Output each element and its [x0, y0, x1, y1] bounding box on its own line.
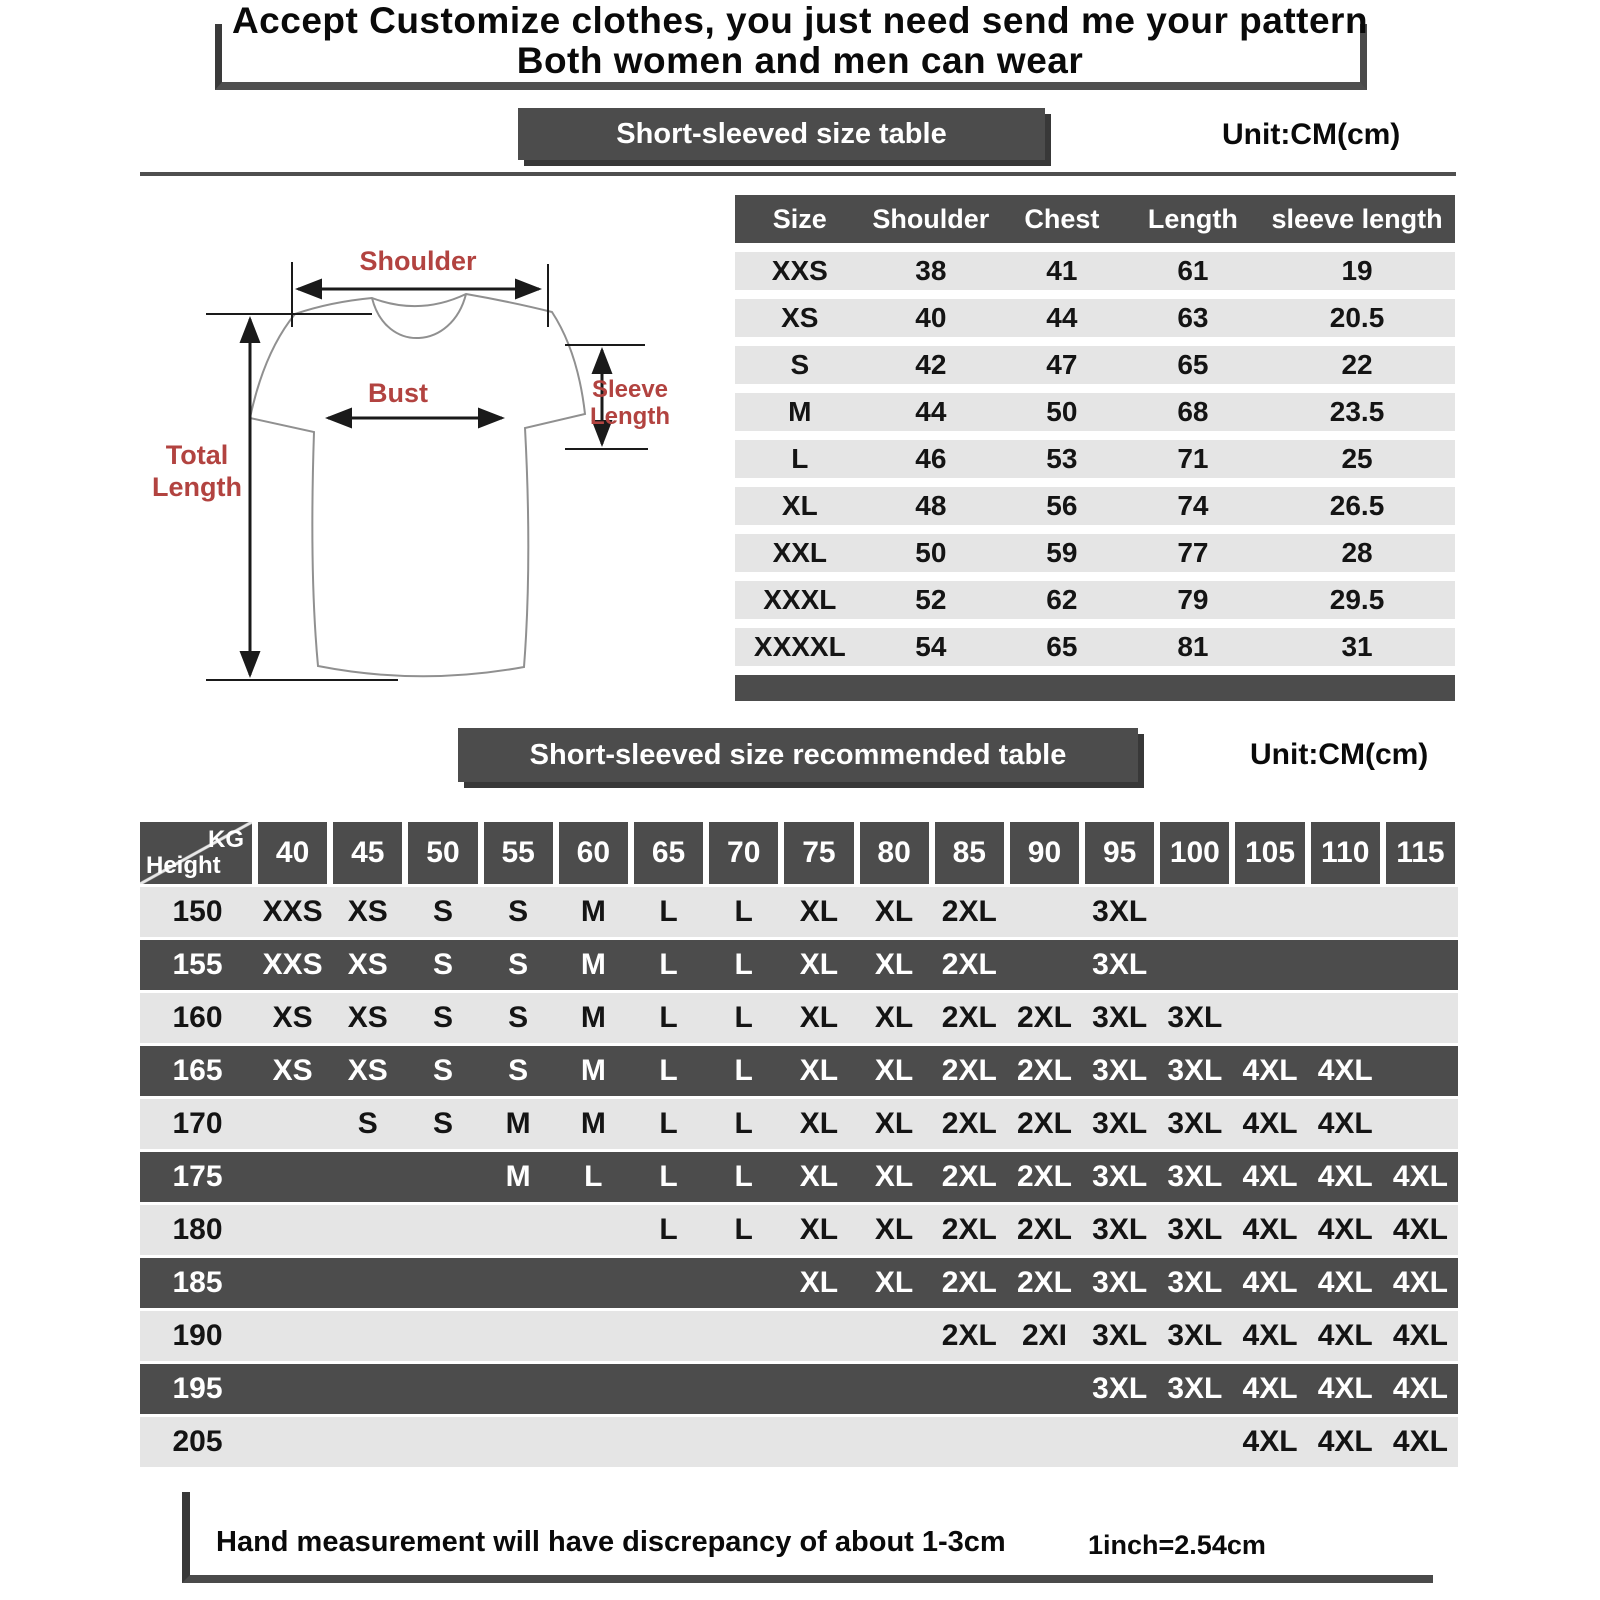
- size-table-cell: 44: [1046, 302, 1078, 333]
- recommended-table-banner: Short-sleeved size recommended table: [458, 728, 1138, 782]
- recommended-size-cell: XL: [874, 948, 914, 981]
- weight-header-cell: 75: [784, 822, 853, 884]
- recommended-size-cell: 2XL: [941, 1160, 997, 1193]
- total-length-label-line1: Total: [165, 440, 229, 470]
- recommended-table-row: [140, 940, 1458, 990]
- recommended-size-cell: XS: [347, 1001, 388, 1034]
- size-table-cell: 81: [1177, 631, 1209, 662]
- recommended-size-cell: 3XL: [1167, 1054, 1223, 1087]
- recommended-size-cell: S: [508, 895, 529, 928]
- header-line1: Accept Customize clothes, you just need send me your pattern: [231, 0, 1369, 41]
- recommended-size-cell: L: [734, 1107, 753, 1140]
- recommended-size-cell: 4XL: [1317, 1213, 1373, 1246]
- recommended-size-cell: 2XL: [1016, 1213, 1072, 1246]
- recommended-size-cell: S: [357, 1107, 378, 1140]
- sleeve-length-label-line1: Sleeve: [591, 376, 669, 403]
- size-table-cell: 47: [1046, 349, 1078, 380]
- recommended-size-cell: 4XL: [1317, 1107, 1373, 1140]
- weight-header-cell: 65: [634, 822, 703, 884]
- corner-kg-label: KG: [208, 826, 244, 853]
- section-divider: [140, 172, 1456, 176]
- weight-header-cell: 45: [333, 822, 402, 884]
- recommended-size-cell: 4XL: [1317, 1054, 1373, 1087]
- size-table-cell: 46: [915, 443, 947, 474]
- recommended-size-cell: S: [508, 948, 529, 981]
- size-table-cell: 56: [1046, 490, 1078, 521]
- recommended-size-cell: L: [734, 1213, 753, 1246]
- recommended-table-row: [140, 1258, 1458, 1308]
- recommended-size-cell: L: [584, 1160, 603, 1193]
- recommended-size-cell: 2XL: [1016, 1266, 1072, 1299]
- size-table-cell: 65: [1177, 349, 1209, 380]
- recommended-size-cell: XL: [799, 1054, 839, 1087]
- weight-header-cell: 40: [258, 822, 327, 884]
- recommended-size-cell: 2XL: [941, 1213, 997, 1246]
- size-table-header-cell: Chest: [1024, 203, 1100, 234]
- recommended-size-cell: XL: [874, 1213, 914, 1246]
- recommended-size-cell: S: [432, 948, 453, 981]
- size-table-banner: Short-sleeved size table: [518, 108, 1045, 160]
- recommended-size-cell: 2XL: [1016, 1160, 1072, 1193]
- size-table-row: [735, 628, 1455, 666]
- height-label-cell: 180: [172, 1213, 223, 1246]
- size-table-cell: 44: [915, 396, 947, 427]
- recommended-size-cell: L: [659, 1213, 678, 1246]
- recommended-table-row: [140, 1046, 1458, 1096]
- size-table-row: [735, 252, 1455, 290]
- weight-header-cell: 60: [559, 822, 628, 884]
- recommended-size-cell: XL: [799, 948, 839, 981]
- size-table-cell: 63: [1177, 302, 1209, 333]
- recommended-table-body: [140, 887, 1458, 1467]
- recommended-size-cell: M: [505, 1107, 531, 1140]
- size-table-cell: 59: [1046, 537, 1078, 568]
- size-table-cell: XXS: [771, 255, 828, 286]
- recommended-size-cell: L: [734, 1001, 753, 1034]
- recommended-table-row: [140, 1099, 1458, 1149]
- weight-header-cell: 105: [1235, 822, 1304, 884]
- recommended-size-cell: 3XL: [1092, 1372, 1148, 1405]
- height-label-cell: 175: [172, 1160, 223, 1193]
- recommended-size-cell: 3XL: [1092, 948, 1148, 981]
- recommended-size-cell: L: [734, 1160, 753, 1193]
- size-table-cell: 53: [1046, 443, 1078, 474]
- recommended-size-cell: 4XL: [1392, 1372, 1448, 1405]
- size-table-cell: 52: [915, 584, 947, 615]
- recommended-size-cell: 4XL: [1242, 1372, 1298, 1405]
- recommended-size-cell: XL: [799, 1001, 839, 1034]
- recommended-size-cell: XS: [347, 948, 388, 981]
- recommended-table-row: [140, 1205, 1458, 1255]
- recommended-size-cell: 4XL: [1392, 1160, 1448, 1193]
- recommended-size-cell: 2XL: [941, 1001, 997, 1034]
- size-table-cell: XXXXL: [753, 631, 846, 662]
- height-label-cell: 190: [172, 1319, 223, 1352]
- recommended-table: [140, 822, 1458, 1467]
- recommended-size-cell: L: [659, 1001, 678, 1034]
- recommended-size-cell: 2XL: [941, 895, 997, 928]
- height-label-cell: 155: [172, 948, 223, 981]
- recommended-size-cell: 2XL: [941, 1107, 997, 1140]
- total-length-label-line2: Length: [152, 472, 242, 502]
- recommended-size-cell: 3XL: [1167, 1001, 1223, 1034]
- recommended-size-cell: M: [580, 1107, 606, 1140]
- size-table-bottom-bar: [735, 675, 1455, 701]
- size-table-row: [735, 393, 1455, 431]
- size-table-cell: XXXL: [763, 584, 837, 615]
- recommended-size-cell: 3XL: [1167, 1160, 1223, 1193]
- weight-header-cell: 115: [1386, 822, 1455, 884]
- recommended-size-cell: 2XL: [941, 1054, 997, 1087]
- recommended-size-cell: 2XL: [1016, 1001, 1072, 1034]
- size-table-cell: M: [788, 396, 812, 427]
- size-table-header-cell: Shoulder: [872, 203, 990, 234]
- size-table-cell: 41: [1046, 255, 1078, 286]
- height-label-cell: 150: [172, 895, 223, 928]
- recommended-size-cell: M: [580, 895, 606, 928]
- size-table-header-cell: Length: [1147, 203, 1238, 234]
- corner-cell: [140, 822, 252, 884]
- height-label-cell: 170: [172, 1107, 223, 1140]
- weight-header-cell: 95: [1085, 822, 1154, 884]
- size-table-row: [735, 487, 1455, 525]
- recommended-size-cell: XS: [272, 1054, 313, 1087]
- recommended-table-row: [140, 887, 1458, 937]
- size-table-head: [735, 195, 1455, 243]
- recommended-size-cell: 4XL: [1392, 1319, 1448, 1352]
- recommended-size-cell: XL: [874, 1107, 914, 1140]
- size-table-cell: 68: [1177, 396, 1209, 427]
- size-table: [735, 195, 1455, 701]
- recommended-size-cell: 3XL: [1092, 1160, 1148, 1193]
- recommended-size-cell: 4XL: [1317, 1266, 1373, 1299]
- recommended-size-cell: L: [734, 1054, 753, 1087]
- size-table-header-cell: sleeve length: [1271, 203, 1443, 234]
- recommended-size-cell: XL: [874, 1266, 914, 1299]
- size-table-cell: 23.5: [1329, 396, 1385, 427]
- size-table-row: [735, 346, 1455, 384]
- size-table-cell: 22: [1341, 349, 1373, 380]
- size-table-cell: 28: [1341, 537, 1373, 568]
- recommended-size-cell: 3XL: [1092, 1266, 1148, 1299]
- recommended-size-cell: S: [508, 1054, 529, 1087]
- weight-header-cell: 80: [860, 822, 929, 884]
- recommended-size-cell: 4XL: [1317, 1319, 1373, 1352]
- size-table-body: [735, 252, 1455, 666]
- recommended-size-cell: S: [432, 1107, 453, 1140]
- recommended-size-cell: 3XL: [1167, 1372, 1223, 1405]
- height-label-cell: 205: [172, 1425, 223, 1458]
- recommended-size-cell: 3XL: [1092, 1001, 1148, 1034]
- recommended-size-cell: 4XL: [1242, 1266, 1298, 1299]
- recommended-table-unit: Unit:CM(cm): [1250, 738, 1429, 771]
- recommended-size-cell: 3XL: [1092, 1107, 1148, 1140]
- recommended-size-cell: 4XL: [1317, 1425, 1373, 1458]
- size-table-row: [735, 581, 1455, 619]
- recommended-size-cell: XL: [874, 1001, 914, 1034]
- size-table-cell: L: [791, 443, 809, 474]
- recommended-size-cell: M: [505, 1160, 531, 1193]
- size-table-cell: XL: [781, 490, 818, 521]
- size-table-unit: Unit:CM(cm): [1222, 118, 1401, 151]
- recommended-size-cell: XXS: [262, 948, 323, 981]
- recommended-size-cell: XS: [272, 1001, 313, 1034]
- size-table-cell: 71: [1177, 443, 1209, 474]
- recommended-size-cell: XL: [874, 895, 914, 928]
- recommended-size-cell: 3XL: [1167, 1266, 1223, 1299]
- recommended-size-cell: XS: [347, 895, 388, 928]
- weight-header-cell: 70: [709, 822, 778, 884]
- recommended-size-cell: L: [659, 948, 678, 981]
- weight-header-cell: 110: [1311, 822, 1380, 884]
- recommended-size-cell: 3XL: [1092, 1213, 1148, 1246]
- recommended-table-row: [140, 993, 1458, 1043]
- recommended-size-cell: 3XL: [1167, 1107, 1223, 1140]
- tshirt-measurement-diagram: [140, 222, 700, 702]
- corner-height-label: Height: [146, 852, 221, 879]
- size-table-row: [735, 534, 1455, 572]
- recommended-size-cell: 4XL: [1392, 1213, 1448, 1246]
- recommended-size-cell: M: [580, 1001, 606, 1034]
- recommended-size-cell: 4XL: [1242, 1425, 1298, 1458]
- shoulder-label: Shoulder: [359, 246, 477, 276]
- size-table-cell: 25: [1341, 443, 1373, 474]
- recommended-size-cell: L: [659, 1107, 678, 1140]
- recommended-size-cell: 4XL: [1242, 1213, 1298, 1246]
- size-table-cell: 29.5: [1329, 584, 1385, 615]
- recommended-size-cell: 3XL: [1167, 1319, 1223, 1352]
- weight-header-cell: 90: [1010, 822, 1079, 884]
- bust-label: Bust: [368, 378, 428, 408]
- recommended-size-cell: S: [432, 1001, 453, 1034]
- size-table-cell: S: [790, 349, 810, 380]
- size-table-cell: 38: [915, 255, 947, 286]
- size-table-cell: 31: [1341, 631, 1373, 662]
- recommended-size-cell: 3XL: [1092, 895, 1148, 928]
- recommended-size-cell: L: [659, 1160, 678, 1193]
- recommended-size-cell: L: [659, 1054, 678, 1087]
- recommended-size-cell: XL: [799, 1160, 839, 1193]
- size-table-cell: 65: [1046, 631, 1078, 662]
- recommended-size-cell: 3XL: [1167, 1213, 1223, 1246]
- recommended-size-cell: M: [580, 1054, 606, 1087]
- recommended-size-cell: 4XL: [1392, 1266, 1448, 1299]
- size-table-cell: XS: [781, 302, 819, 333]
- size-table-cell: 42: [915, 349, 947, 380]
- recommended-size-cell: XL: [799, 1213, 839, 1246]
- recommended-size-cell: 4XL: [1317, 1160, 1373, 1193]
- recommended-size-cell: M: [580, 948, 606, 981]
- recommended-table-row: [140, 1152, 1458, 1202]
- recommended-size-cell: 4XL: [1242, 1160, 1298, 1193]
- weight-header-cell: 100: [1160, 822, 1229, 884]
- height-label-cell: 165: [172, 1054, 223, 1087]
- size-table-cell: 20.5: [1329, 302, 1385, 333]
- size-table-cell: 61: [1177, 255, 1209, 286]
- recommended-size-cell: XL: [874, 1160, 914, 1193]
- recommended-size-cell: 2XL: [1016, 1107, 1072, 1140]
- recommended-size-cell: XL: [799, 1266, 839, 1299]
- recommended-size-cell: L: [734, 895, 753, 928]
- recommended-size-cell: 3XL: [1092, 1054, 1148, 1087]
- size-table-cell: 40: [915, 302, 947, 333]
- footer-note: Hand measurement will have discrepancy of about 1-3cm: [216, 1526, 1006, 1558]
- recommended-size-cell: 4XL: [1242, 1319, 1298, 1352]
- size-table-cell: 79: [1177, 584, 1209, 615]
- recommended-size-cell: 4XL: [1242, 1107, 1298, 1140]
- sleeve-length-label-line2: Length: [590, 403, 670, 430]
- weight-header-cell: 55: [484, 822, 553, 884]
- recommended-size-cell: XL: [799, 1107, 839, 1140]
- recommended-size-cell: 4XL: [1392, 1425, 1448, 1458]
- height-label-cell: 195: [172, 1372, 223, 1405]
- recommended-size-cell: 2XL: [1016, 1054, 1072, 1087]
- size-table-cell: 77: [1177, 537, 1209, 568]
- recommended-size-cell: 2XI: [1021, 1319, 1067, 1352]
- dimension-arrows: [206, 262, 648, 680]
- size-table-cell: 48: [915, 490, 947, 521]
- footer-conversion: 1inch=2.54cm: [1088, 1530, 1266, 1560]
- size-table-cell: 50: [1046, 396, 1078, 427]
- size-table-row: [735, 440, 1455, 478]
- recommended-size-cell: XXS: [262, 895, 323, 928]
- weight-header-cell: 85: [935, 822, 1004, 884]
- recommended-size-cell: XL: [799, 895, 839, 928]
- size-table-cell: 74: [1177, 490, 1209, 521]
- recommended-table-row: [140, 1417, 1458, 1467]
- height-label-cell: 185: [172, 1266, 223, 1299]
- size-table-cell: 26.5: [1329, 490, 1385, 521]
- recommended-size-cell: XL: [874, 1054, 914, 1087]
- tshirt-outline: [250, 294, 585, 676]
- recommended-size-cell: S: [508, 1001, 529, 1034]
- size-table-cell: 54: [915, 631, 947, 662]
- recommended-size-cell: 3XL: [1092, 1319, 1148, 1352]
- size-table-cell: XXL: [772, 537, 828, 568]
- recommended-size-cell: S: [432, 1054, 453, 1087]
- size-table-header-cell: Size: [772, 203, 827, 234]
- recommended-size-cell: 2XL: [941, 1319, 997, 1352]
- weight-header-cell: 50: [408, 822, 477, 884]
- recommended-size-cell: 4XL: [1317, 1372, 1373, 1405]
- recommended-table-row: [140, 1311, 1458, 1361]
- recommended-size-cell: 2XL: [941, 1266, 997, 1299]
- recommended-table-head: [140, 822, 1458, 884]
- recommended-table-row: [140, 1364, 1458, 1414]
- recommended-size-cell: XS: [347, 1054, 388, 1087]
- size-table-cell: 62: [1046, 584, 1078, 615]
- recommended-size-cell: 2XL: [941, 948, 997, 981]
- size-table-cell: 19: [1341, 255, 1373, 286]
- recommended-size-cell: L: [734, 948, 753, 981]
- header-line2: Both women and men can wear: [516, 40, 1084, 81]
- size-table-row: [735, 299, 1455, 337]
- recommended-size-cell: L: [659, 895, 678, 928]
- size-table-cell: 50: [915, 537, 947, 568]
- recommended-size-cell: 4XL: [1242, 1054, 1298, 1087]
- height-label-cell: 160: [172, 1001, 223, 1034]
- recommended-size-cell: S: [432, 895, 453, 928]
